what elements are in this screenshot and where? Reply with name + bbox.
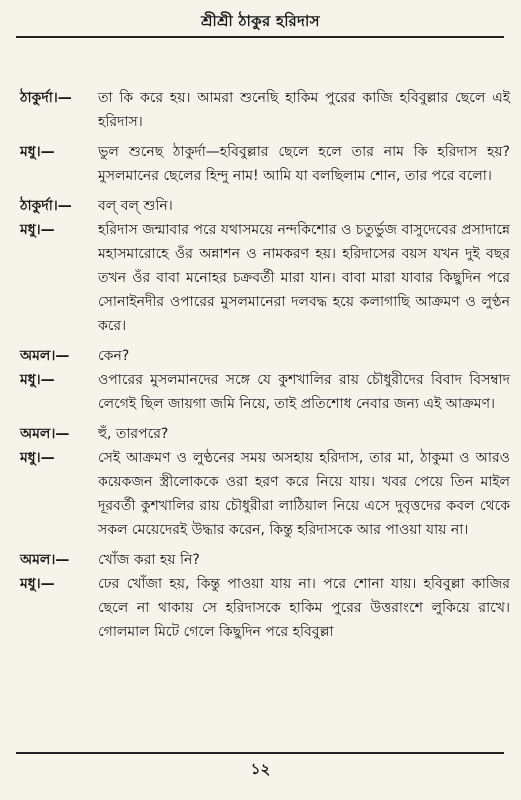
dialogue-entry: [20, 344, 510, 368]
dialogue-entry: [20, 194, 510, 218]
speech-text: হরিদাস জন্মাবার পরে যথাসময়ে নন্দকিশোর ও চতুর্ভুজ বাসুদেবের প্রসাদান্নে মহাসমারোহে ওঁর অন্নাশন ও নামকরণ হয়। হরিদাসের বয়স যখন দুই বছর তখন ওঁর বাবা মনোহর চক্রবর্তী মারা যান। বাবা মারা যাবার কিছুদিন পরে সোনাইনদীর ওপারের মুসলমানেরা দলবদ্ধ হয়ে কলাগাছি আক্রমণ ও লুণ্ঠন করে।: [98, 222, 510, 334]
speaker-name: মধু।—: [20, 144, 55, 160]
header-rule: [16, 36, 504, 38]
speaker-name: ঠাকুর্দা।—: [20, 198, 72, 214]
dialogue-entry: [20, 140, 510, 188]
page-number: ১২: [250, 760, 271, 778]
speaker-name: মধু।—: [20, 450, 55, 466]
speaker-name: ঠাকুর্দা।—: [20, 90, 72, 106]
dialogue-entry: [20, 422, 510, 446]
dialogue-entry: [20, 572, 510, 644]
speaker-name: অমল।—: [20, 552, 70, 568]
dialogue-entry: [20, 368, 510, 416]
dialogue-body: [20, 86, 510, 644]
speech-text: তা কি করে হয়। আমরা শুনেছি হাকিম পুরের কাজি হবিবুল্লার ছেলে এই হরিদাস।: [98, 90, 510, 130]
speaker-name: মধু।—: [20, 372, 55, 388]
dialogue-entry: [20, 218, 510, 338]
dialogue-entry: [20, 86, 510, 134]
speaker-name: মধু।—: [20, 576, 55, 592]
speech-text: ঢের খোঁজা হয়, কিন্তু পাওয়া যায় না। পরে শোনা যায়। হবিবুল্লা কাজির ছেলে না থাকায় সে হরিদাসকে হাকিম পুরের উত্তরাংশে লুকিয়ে রাখে। গোলমাল মিটে গেলে কিছুদিন পরে হবিবুল্লা: [98, 576, 510, 640]
speaker-name: মধু।—: [20, 222, 55, 238]
speech-text: ওপারের মুসলমানদের সঙ্গে যে কুশখালির রায় চৌধুরীদের বিবাদ বিসম্বাদ লেগেই ছিল জায়গা জমি নিয়ে, তাই প্রতিশোধ নেবার জন্য এই আক্রমণ।: [98, 372, 510, 412]
speech-text: কেন?: [98, 348, 130, 364]
speech-text: হুঁ, তারপরে?: [98, 426, 169, 442]
speech-text: ভুল শুনেছ ঠাকুর্দা—হবিবুল্লার ছেলে হলে তার নাম কি হরিদাস হয়? মুসলমানের ছেলের হিন্দু নাম! আমি যা বলছিলাম শোন, তার পরে বলো।: [98, 144, 510, 184]
speech-text: সেই আক্রমণ ও লুণ্ঠনের সময় অসহায় হরিদাস, তার মা, ঠাকুমা ও আরও কয়েকজন স্ত্রীলোককে ওরা হরণ করে নিয়ে যায়। খবর পেয়ে তিন মাইল দূরবর্তী কুশখালির রায় চৌধুরীরা লাঠিয়াল নিয়ে এসে দুবৃত্তদের কবল থেকে সকল মেয়েদেরই উদ্ধার করেন, কিন্তু হরিদাসকে আর পাওয়া যায় না।: [98, 450, 510, 538]
speaker-name: অমল।—: [20, 348, 70, 364]
dialogue-entry: [20, 548, 510, 572]
running-head-title: শ্রীশ্রী ঠাকুর হরিদাস: [201, 12, 320, 30]
speech-text: বল্ বল্ শুনি।: [98, 198, 173, 214]
dialogue-entry: [20, 446, 510, 542]
footer-rule: [16, 752, 504, 754]
speech-text: খোঁজ করা হয় নি?: [98, 552, 200, 568]
speaker-name: অমল।—: [20, 426, 70, 442]
